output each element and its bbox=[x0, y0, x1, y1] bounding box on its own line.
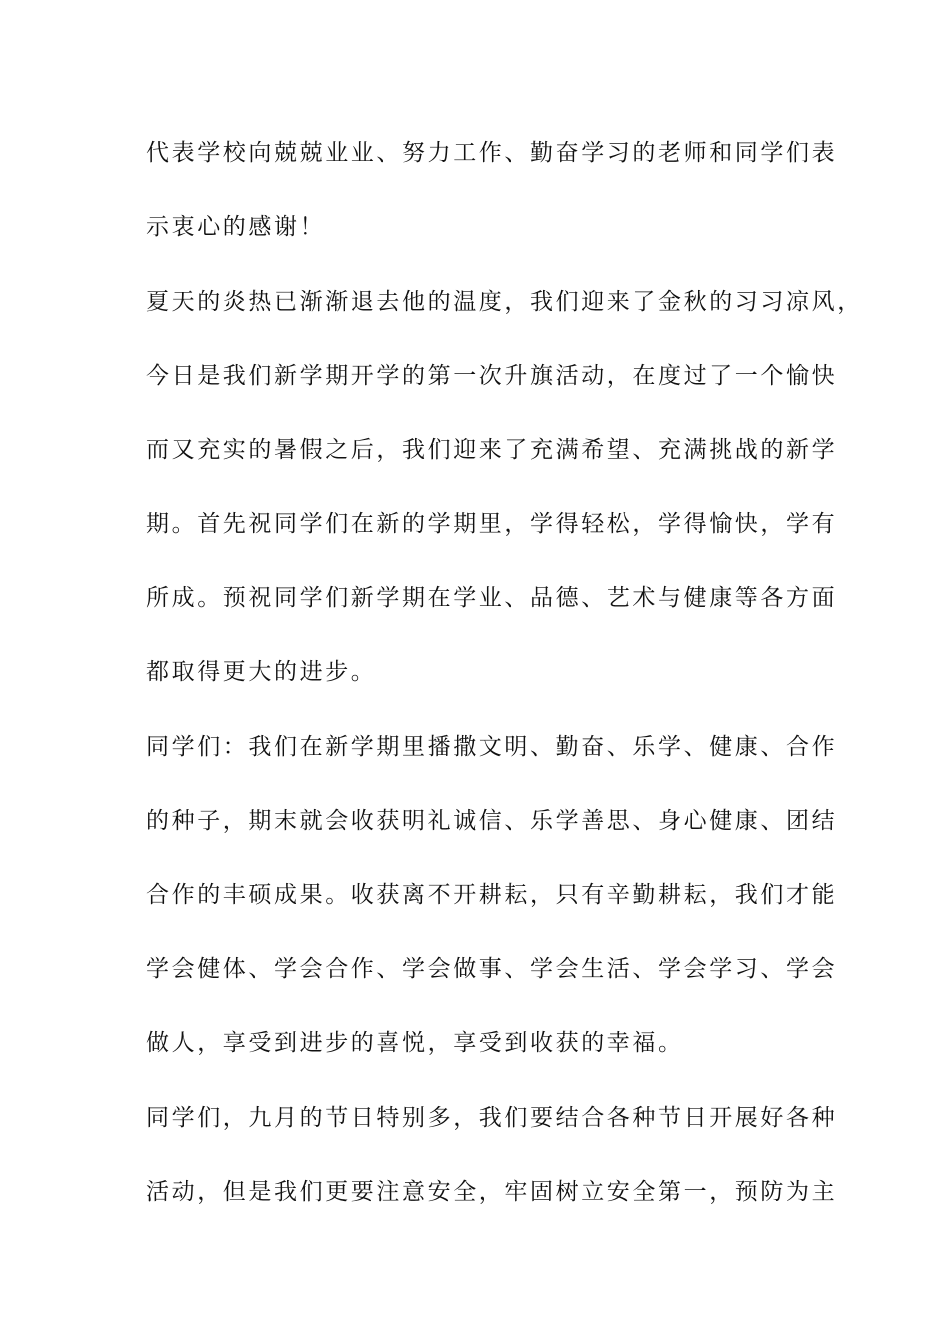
text-line: 期。首先祝同学们在新的学期里，学得轻松，学得愉快，学有 bbox=[146, 511, 838, 537]
text-line: 代表学校向兢兢业业、努力工作、勤奋学习的老师和同学们表 bbox=[146, 140, 838, 166]
text-line: 所成。预祝同学们新学期在学业、品德、艺术与健康等各方面 bbox=[146, 585, 838, 611]
text-line: 都取得更大的进步。 bbox=[146, 659, 377, 685]
text-line: 合作的丰硕成果。收获离不开耕耘，只有辛勤耕耘，我们才能 bbox=[146, 882, 838, 908]
text-line: 活动，但是我们更要注意安全，牢固树立安全第一，预防为主 bbox=[146, 1179, 838, 1205]
text-line: 同学们，九月的节日特别多，我们要结合各种节日开展好各种 bbox=[146, 1105, 838, 1131]
text-line: 示衷心的感谢！ bbox=[146, 214, 326, 240]
text-line: 学会健体、学会合作、学会做事、学会生活、学会学习、学会 bbox=[146, 956, 838, 982]
text-line: 同学们：我们在新学期里播撒文明、勤奋、乐学、健康、合作 bbox=[146, 734, 838, 760]
text-line: 夏天的炎热已渐渐退去他的温度，我们迎来了金秋的习习凉风， bbox=[146, 289, 863, 315]
text-line: 做人，享受到进步的喜悦，享受到收获的幸福。 bbox=[146, 1030, 684, 1056]
text-line: 而又充实的暑假之后，我们迎来了充满希望、充满挑战的新学 bbox=[146, 437, 838, 463]
text-line: 今日是我们新学期开学的第一次升旗活动，在度过了一个愉快 bbox=[146, 363, 838, 389]
text-line: 的种子，期末就会收获明礼诚信、乐学善思、身心健康、团结 bbox=[146, 808, 838, 834]
